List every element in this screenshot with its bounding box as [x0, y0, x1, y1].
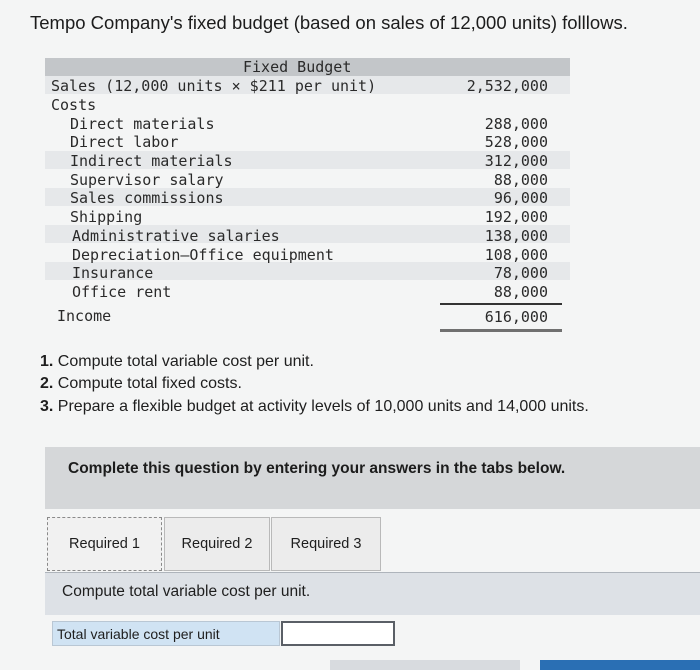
cost-item-amount: 108,000: [484, 246, 548, 264]
question-2: [40, 375, 242, 393]
income-label: Income: [57, 307, 112, 325]
subtotal-rule: [440, 303, 562, 305]
cost-item-label: Indirect materials: [70, 152, 233, 170]
next-button[interactable]: [540, 660, 700, 670]
cost-item-label: Supervisor salary: [70, 171, 224, 189]
cost-item-amount: 88,000: [493, 171, 548, 189]
question-text: Prepare a flexible budget at activity levels of 10,000 units and 14,000 units.: [57, 398, 589, 415]
costs-label: Costs: [51, 96, 97, 114]
cost-item-label: Insurance: [72, 264, 154, 282]
cost-item-label: Depreciation—Office equipment: [72, 246, 334, 264]
cost-item-label: Office rent: [72, 283, 172, 301]
cost-item-label: Direct labor: [70, 133, 179, 151]
instruction-band: [45, 447, 700, 509]
cost-item-amount: 78,000: [493, 264, 548, 282]
cost-item-label: Administrative salaries: [72, 227, 280, 245]
cost-item-label: Shipping: [70, 208, 143, 226]
prev-button[interactable]: [330, 660, 520, 670]
table-header: Fixed Budget: [243, 58, 352, 76]
tab-required-3[interactable]: Required 3: [271, 517, 381, 571]
cost-item-amount: 96,000: [493, 189, 548, 207]
tab-required-2[interactable]: Required 2: [164, 517, 270, 571]
sales-label: Sales (12,000 units × $211 per unit): [51, 77, 377, 95]
question-1: [40, 353, 314, 371]
cost-item-amount: 288,000: [484, 115, 548, 133]
cost-item-label: Sales commissions: [70, 189, 224, 207]
question-number: 2.: [40, 375, 54, 392]
question-text: Compute total fixed costs.: [57, 375, 242, 392]
total-rule: [440, 329, 562, 332]
page-title: Tempo Company's fixed budget (based on sales of 12,000 units) folllows.: [30, 12, 628, 33]
panel-prompt: Compute total variable cost per unit.: [62, 583, 311, 600]
question-3: [40, 398, 589, 416]
answer-label: Total variable cost per unit: [52, 621, 280, 646]
question-text: Compute total variable cost per unit.: [57, 353, 314, 370]
sales-amount: 2,532,000: [466, 77, 548, 95]
cost-item-label: Direct materials: [70, 115, 215, 133]
cost-item-amount: 312,000: [484, 152, 548, 170]
cost-item-amount: 138,000: [484, 227, 548, 245]
question-number: 1.: [40, 353, 54, 370]
cost-item-amount: 528,000: [484, 133, 548, 151]
question-number: 3.: [40, 398, 54, 415]
income-amount: 616,000: [484, 308, 548, 326]
instruction-text: Complete this question by entering your answers in the tabs below.: [68, 460, 566, 477]
tab-required-1[interactable]: Required 1: [47, 517, 162, 571]
cost-item-amount: 192,000: [484, 208, 548, 226]
cost-item-amount: 88,000: [493, 283, 548, 301]
answer-input[interactable]: [281, 621, 395, 646]
